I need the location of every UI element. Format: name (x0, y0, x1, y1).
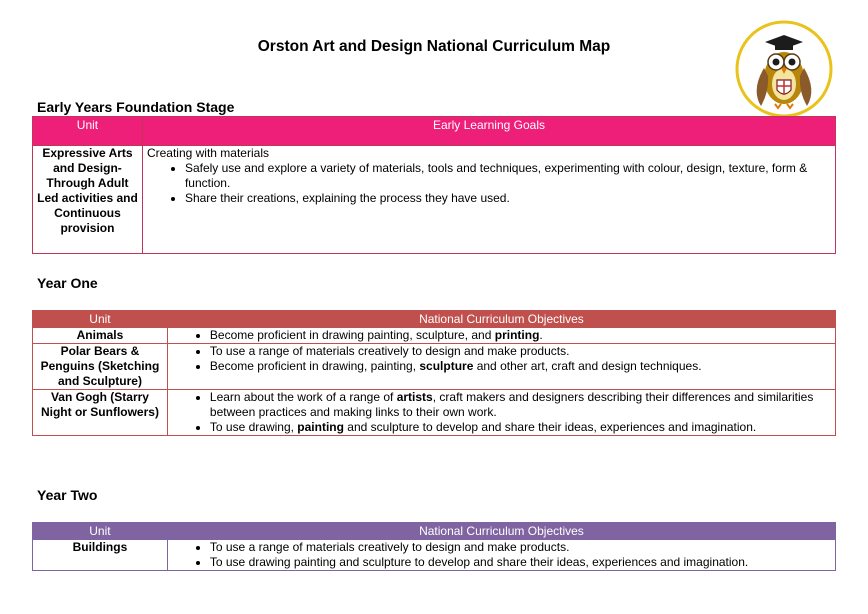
eyfs-header-row (33, 117, 836, 146)
list-item: • To use drawing, painting and sculpture to develop and share their ideas, experiences and imagination. (210, 420, 831, 435)
list-item: • To use drawing painting and sculpture to develop and share their ideas, experiences and imagination. (210, 555, 831, 570)
eyfs-col-unit: Unit (33, 117, 143, 146)
eyfs-heading: Early Years Foundation Stage (37, 99, 235, 115)
school-logo (735, 20, 833, 118)
year-one-col-objectives: National Curriculum Objectives (167, 311, 835, 328)
table-row (33, 540, 836, 571)
year-two-table (32, 522, 836, 571)
year-two-heading: Year Two (37, 487, 98, 503)
list-item: • Learn about the work of a range of artists, craft makers and designers describing their differences and similarities between practices and making links to their own work. (210, 390, 831, 420)
list-item: • To use a range of materials creatively to design and make products. (210, 540, 831, 555)
unit-cell: Van Gogh (Starry Night or Sunflowers) (33, 390, 168, 436)
year-one-table (32, 310, 836, 436)
table-row (33, 146, 836, 254)
objectives-cell (167, 328, 835, 344)
document-title: Orston Art and Design National Curriculum Map (257, 38, 611, 55)
goals-intro: Creating with materials (146, 146, 269, 160)
table-row (33, 390, 836, 436)
unit-cell: Animals (33, 328, 168, 344)
eyfs-table (32, 116, 836, 254)
list-item: • Become proficient in drawing painting, sculpture, and printing. (210, 328, 831, 343)
unit-cell: Polar Bears & Penguins (Sketching and Sculpture) (33, 344, 168, 390)
objectives-cell (167, 344, 835, 390)
objectives-cell (167, 540, 835, 571)
goals-list (147, 161, 831, 206)
owl-crest-icon (735, 20, 833, 118)
year-two-header-row (33, 523, 836, 540)
list-item: • Share their creations, explaining the process they have used. (185, 191, 831, 206)
unit-cell: Buildings (33, 540, 168, 571)
list-item: • Safely use and explore a variety of materials, tools and techniques, experimenting with colour, design, texture, form & function. (185, 161, 831, 191)
year-one-col-unit: Unit (33, 311, 168, 328)
eyfs-col-goals: Early Learning Goals (142, 117, 835, 146)
goals-cell (142, 146, 835, 254)
year-two-col-unit: Unit (33, 523, 168, 540)
list-item: • To use a range of materials creatively to design and make products. (210, 344, 831, 359)
unit-cell: Expressive Arts and Design- Through Adult Led activities and Continuous provision (33, 146, 143, 254)
year-one-heading: Year One (37, 275, 98, 291)
list-item: • Become proficient in drawing, painting, sculpture and other art, craft and design techniques. (210, 359, 831, 374)
table-row (33, 344, 836, 390)
year-one-header-row (33, 311, 836, 328)
table-row (33, 328, 836, 344)
objectives-cell (167, 390, 835, 436)
year-two-col-objectives: National Curriculum Objectives (167, 523, 835, 540)
